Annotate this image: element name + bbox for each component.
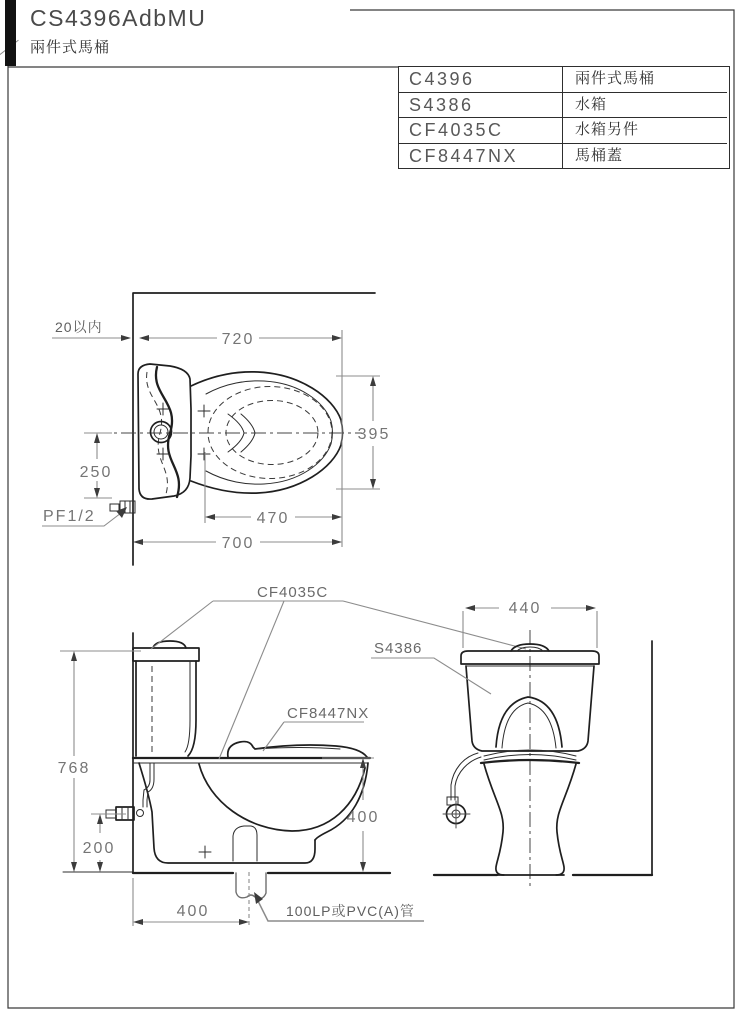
label-tank-fitting	[151, 584, 526, 759]
label-outlet-pipe	[254, 892, 424, 921]
dim-overall-length	[149, 330, 342, 547]
label-text: PF1/2	[43, 508, 96, 525]
part-code: CF4035C	[399, 118, 563, 144]
dim-text: 768	[57, 760, 91, 777]
part-name: 水箱	[563, 93, 727, 119]
center-marks	[157, 403, 210, 460]
dim-text: 720	[221, 331, 255, 348]
label-seat-cover	[263, 705, 369, 751]
part-code: CF8447NX	[399, 144, 563, 169]
dim-text: 20以内	[55, 319, 103, 335]
dim-base-length	[133, 535, 342, 552]
label-text: CF4035C	[257, 584, 329, 601]
title-block	[0, 0, 350, 64]
dim-text: 440	[508, 600, 542, 617]
label-supply-pf	[42, 507, 127, 526]
dim-outlet-setback	[133, 872, 249, 926]
dim-text: 700	[221, 535, 255, 552]
flush-button-inner	[154, 425, 168, 439]
part-code: C4396	[399, 67, 563, 93]
seat-cover-profile	[228, 742, 367, 757]
top-view	[42, 293, 390, 565]
dim-text: 400	[176, 903, 210, 920]
dim-seat-hole-length	[205, 452, 342, 527]
dim-text: 395	[357, 426, 391, 443]
dim-total-height	[58, 651, 141, 872]
bolt-center-mark	[199, 846, 211, 858]
title-bar-marker	[5, 0, 16, 66]
part-name: 兩件式馬桶	[563, 67, 727, 93]
dim-wall-clearance	[52, 319, 149, 341]
dim-text: 200	[82, 840, 116, 857]
label-text: 100LP或PVC(A)管	[286, 903, 415, 919]
tank-contour-line	[156, 367, 179, 497]
dim-width	[336, 376, 390, 489]
label-tank	[371, 640, 491, 694]
supply-hose	[443, 753, 481, 828]
part-name: 馬桶蓋	[575, 146, 624, 164]
part-name: 水箱另件	[563, 118, 727, 144]
bowl-profile	[139, 763, 368, 863]
dim-supply-height	[80, 433, 113, 498]
parts-table	[398, 66, 730, 169]
part-code: S4386	[399, 93, 563, 119]
trapway-line	[233, 826, 257, 861]
dim-text: 400	[346, 809, 380, 826]
dim-text: 250	[79, 464, 113, 481]
tank-outline	[138, 364, 191, 499]
label-text: S4386	[374, 640, 423, 657]
bowl-inner-curve	[199, 764, 365, 831]
dim-text: 470	[256, 510, 290, 527]
dim-rim-height	[322, 758, 379, 872]
label-text: CF8447NX	[287, 705, 370, 722]
tank-profile	[133, 641, 199, 756]
drawing-model-number: CS4396AdbMU	[30, 5, 207, 31]
dim-supply-height	[83, 814, 126, 872]
outlet-pipe	[236, 873, 266, 898]
lid-knob	[153, 641, 186, 648]
front-view	[371, 600, 652, 886]
drawing-product-type: 兩件式馬桶	[30, 39, 111, 56]
